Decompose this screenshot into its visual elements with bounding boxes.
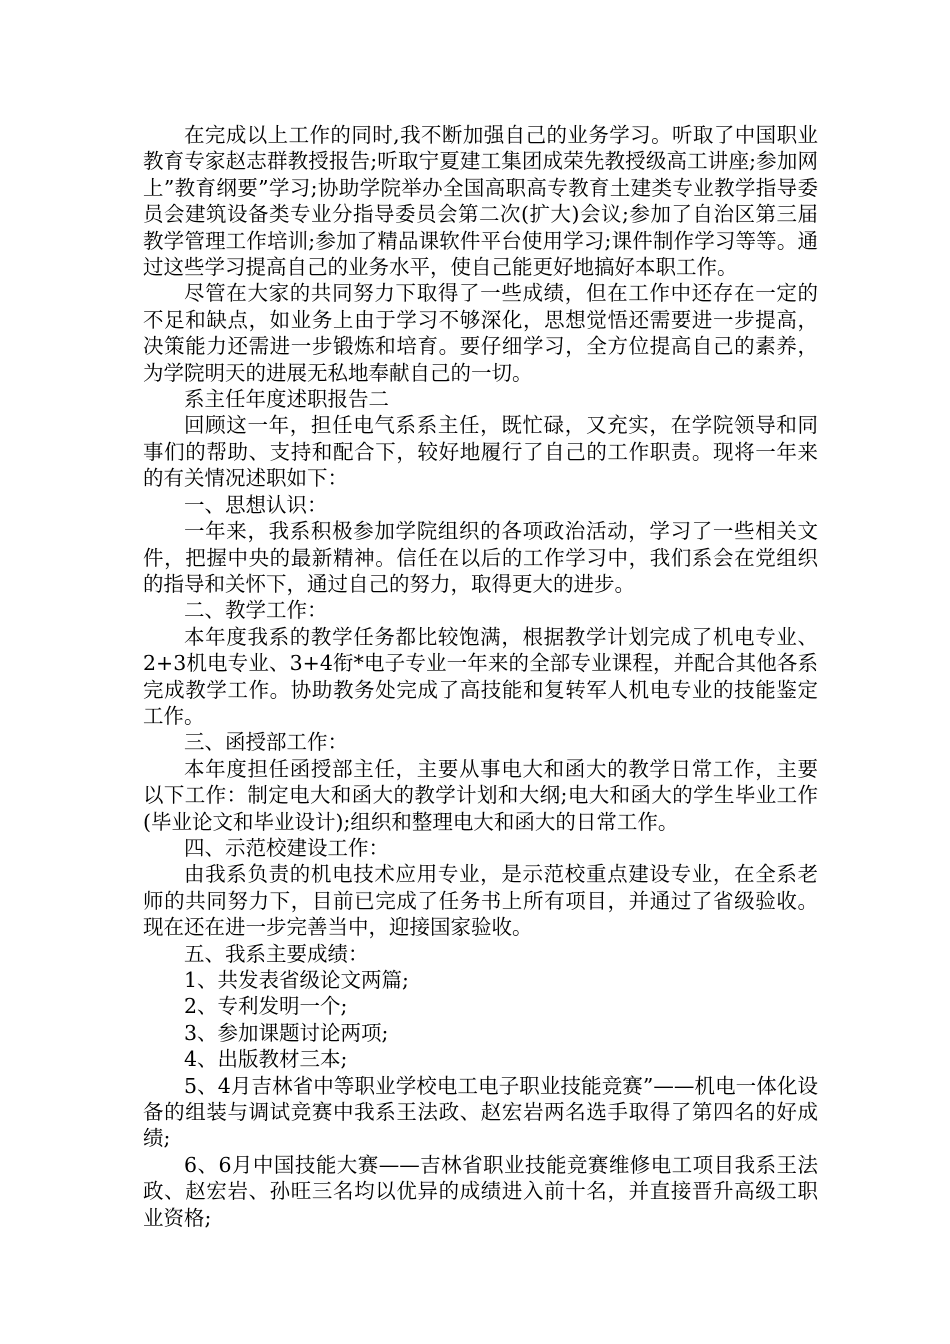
- report-two-title: 系主任年度述职报告二: [184, 387, 389, 412]
- heading-correspondence: 三、函授部工作：: [184, 730, 348, 755]
- list-item: 6、6月中国技能大赛——吉林省职业技能竞赛维修电工项目我系王法政、赵宏岩、孙旺三名均以优异的成绩进入前十名，并直接晋升高级工职业资格;: [143, 1152, 818, 1230]
- paragraph-business-study: 在完成以上工作的同时,我不断加强自己的业务学习。听取了中国职业教育专家赵志群教授报告;听取宁夏建工集团成荣先教授级高工讲座;参加网上”教育纲要”学习;协助学院举办全国高职高专教育土建类专业教学指导委员会建筑设备类专业分指导委员会第二次(扩大)会议;参加了自治区第三届教学管理工作培训;参加了精品课软件平台使用学习;课件制作学习等等。通过这些学习提高自己的业务水平，使自己能更好地搞好本职工作。: [143, 123, 818, 280]
- list-item: 4、出版教材三本;: [184, 1047, 348, 1072]
- list-item: 3、参加课题讨论两项;: [184, 1020, 389, 1045]
- paragraph-teaching: 本年度我系的教学任务都比较饱满，根据教学计划完成了机电专业、2+3机电专业、3+4衔*电子专业一年来的全部专业课程，并配合其他各系完成教学工作。协助教务处完成了高技能和复转军人机电专业的技能鉴定工作。: [143, 624, 818, 728]
- list-item: 5、4月吉林省中等职业学校电工电子职业技能竞赛”——机电一体化设备的组装与调试竞赛中我系王法政、赵宏岩两名选手取得了第四名的好成绩;: [143, 1073, 818, 1151]
- heading-teaching: 二、教学工作：: [184, 598, 328, 623]
- paragraph-ideology: 一年来，我系积极参加学院组织的各项政治活动，学习了一些相关文件，把握中央的最新精神。信任在以后的工作学习中，我们系会在党组织的指导和关怀下，通过自己的努力，取得更大的进步。: [143, 519, 818, 596]
- list-item: 2、专利发明一个;: [184, 994, 348, 1019]
- paragraph-review: 回顾这一年，担任电气系系主任，既忙碌，又充实，在学院领导和同事们的帮助、支持和配合下，较好地履行了自己的工作职责。现将一年来的有关情况述职如下：: [143, 413, 818, 491]
- heading-model-school: 四、示范校建设工作：: [184, 835, 389, 860]
- document-body: [143, 122, 818, 1231]
- heading-ideology: 一、思想认识：: [184, 492, 328, 517]
- heading-achievements: 五、我系主要成绩：: [184, 941, 369, 966]
- paragraph-shortcomings: 尽管在大家的共同努力下取得了一些成绩，但在工作中还存在一定的不足和缺点，如业务上由于学习不够深化，思想觉悟还需要进一步提高，决策能力还需进一步锻炼和培育。要仔细学习，全方位提高自己的素养，为学院明天的进展无私地奉献自己的一切。: [143, 281, 818, 385]
- list-item: 1、共发表省级论文两篇;: [184, 968, 409, 992]
- paragraph-correspondence: 本年度担任函授部主任，主要从事电大和函大的教学日常工作，主要以下工作：制定电大和函大的教学计划和大纲;电大和函大的学生毕业工作(毕业论文和毕业设计);组织和整理电大和函大的日常工作。: [143, 756, 818, 834]
- paragraph-model-school: 由我系负责的机电技术应用专业，是示范校重点建设专业，在全系老师的共同努力下，目前已完成了任务书上所有项目，并通过了省级验收。现在还在进一步完善当中，迎接国家验收。: [143, 862, 818, 940]
